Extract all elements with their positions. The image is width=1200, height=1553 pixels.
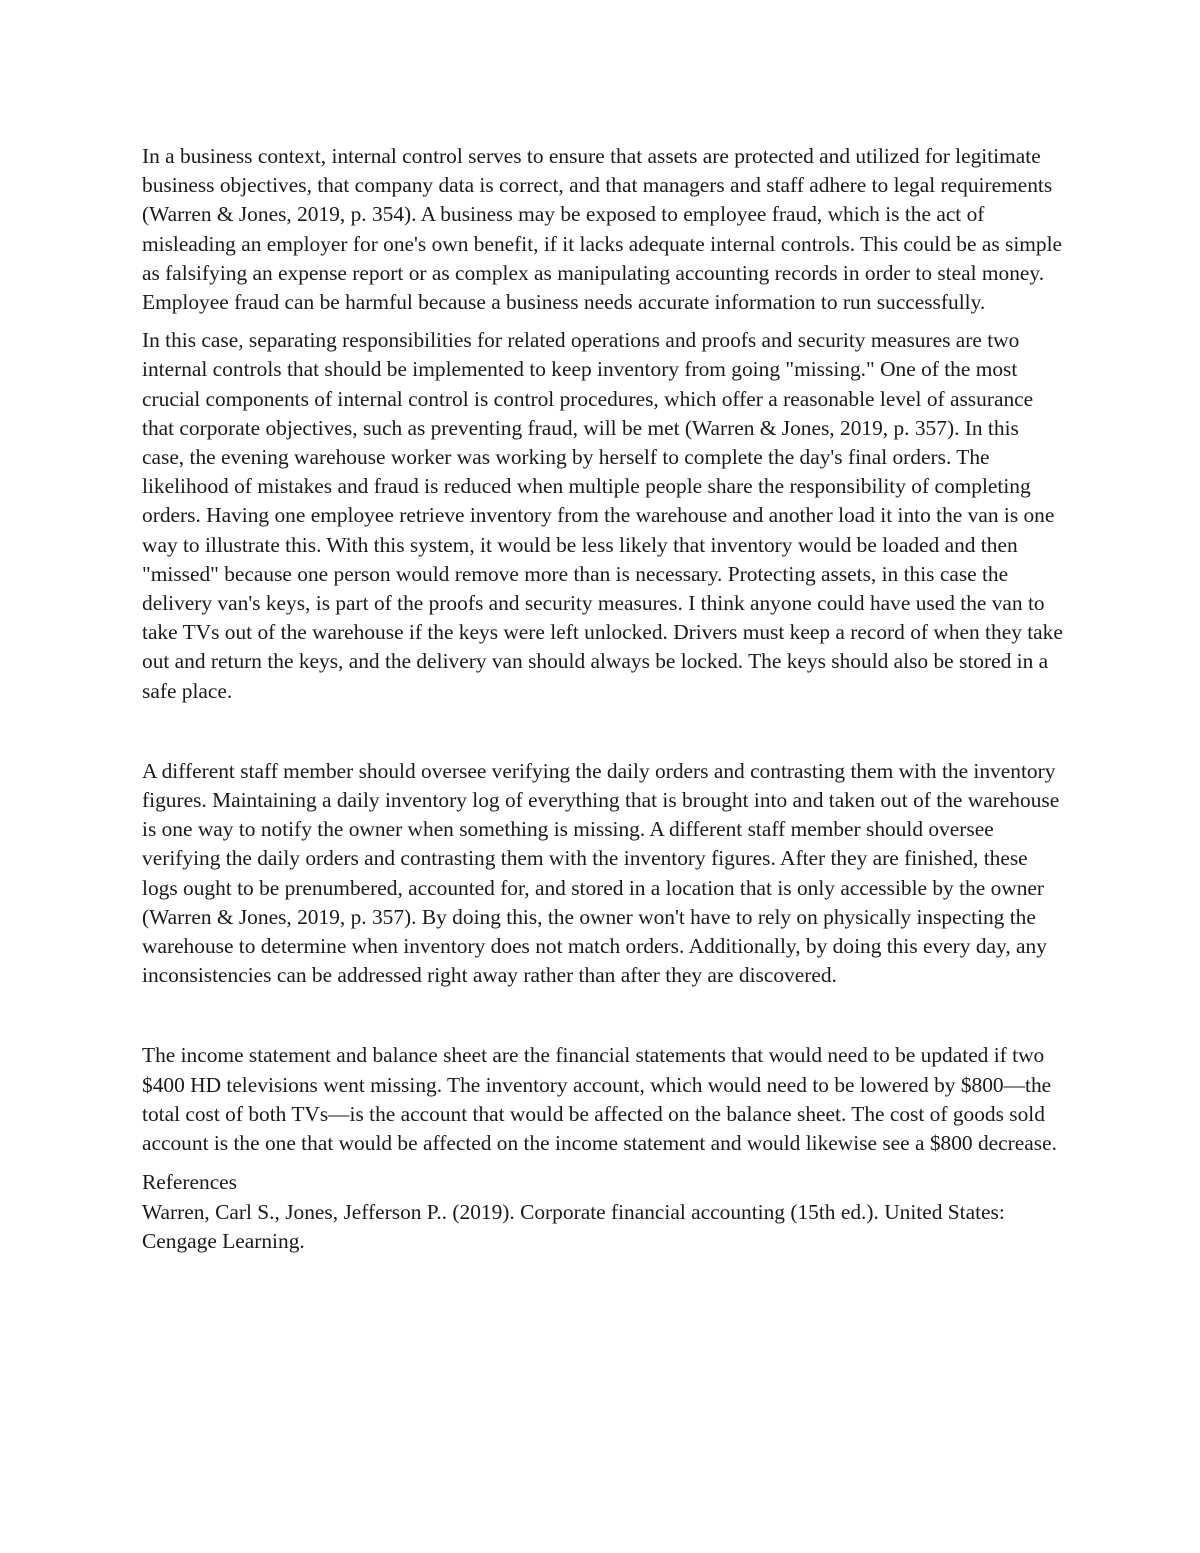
paragraph-inventory-log: A different staff member should oversee verifying the daily orders and contrasting them with the inventory figures. Maintaining a daily inventory log of everything that is brought into and taken out of the warehouse is one way to notify the owner when something is missing. A different staff member should oversee verifying the daily orders and contrasting them with the inventory figures. After they are finished, these logs ought to be prenumbered, accounted for, and stored in a location that is only accessible by the owner (Warren & Jones, 2019, p. 357). By doing this, the owner won't have to rely on physically inspecting the warehouse to determine when inventory does not match orders. Additionally, by doing this every day, any inconsistencies can be addressed right away rather than after they are discovered. (142, 758, 1060, 988)
paragraph-separation-of-duties: In this case, separating responsibilities for related operations and proofs and security measures are two internal controls that should be implemented to keep inventory from going "missing." One of the most crucial components of internal control is control procedures, which offer a reasonable level of assurance that corporate objectives, such as preventing fraud, will be met (Warren & Jones, 2019, p. 357). In this case, the evening warehouse worker was working by herself to complete the day's final orders. The likelihood of mistakes and fraud is reduced when multiple people share the responsibility of completing orders. Having one employee retrieve inventory from the warehouse and another load it into the van is one way to illustrate this. With this system, it would be less likely that inventory would be loaded and then "missed" because one person would remove more than is necessary. Protecting assets, in this case the delivery van's keys, is part of the proofs and security measures. I think anyone could have used the van to take TVs out of the warehouse if the keys were left unlocked. Drivers must keep a record of when they take out and return the keys, and the delivery van should always be locked. The keys should also be stored in a safe place. (142, 328, 1063, 703)
paragraph-financial-statements: The income statement and balance sheet are the financial statements that would need to be updated if two $400 HD televisions went missing. The inventory account, which would need to be lowered by $800—the total cost of both TVs—is the account that would be affected on the balance sheet. The cost of goods sold account is the one that would be affected on the income statement and would likewise see a $800 decrease. (142, 1043, 1057, 1156)
reference-entry: Warren, Carl S., Jones, Jefferson P.. (2019). Corporate financial accounting (15th ed.). United States: Cengage Learning. (142, 1199, 1005, 1253)
paragraph-spacer (142, 1158, 1064, 1168)
document-body (142, 142, 1064, 1256)
references-heading: References (142, 1170, 238, 1195)
paragraph-spacer (142, 706, 1064, 757)
paragraph-internal-control: In a business context, internal control serves to ensure that assets are protected and utilized for legitimate business objectives, that company data is correct, and that managers and staff adhere to legal requirements (Warren & Jones, 2019, p. 354). A business may be exposed to employee fraud, which is the act of misleading an employer for one's own benefit, if it lacks adequate internal controls. This could be as simple as falsifying an expense report or as complex as manipulating accounting records in order to steal money. Employee fraud can be harmful because a business needs accurate information to run successfully. (142, 144, 1063, 315)
references-section (142, 1168, 1064, 1256)
paragraph-spacer (142, 990, 1064, 1041)
